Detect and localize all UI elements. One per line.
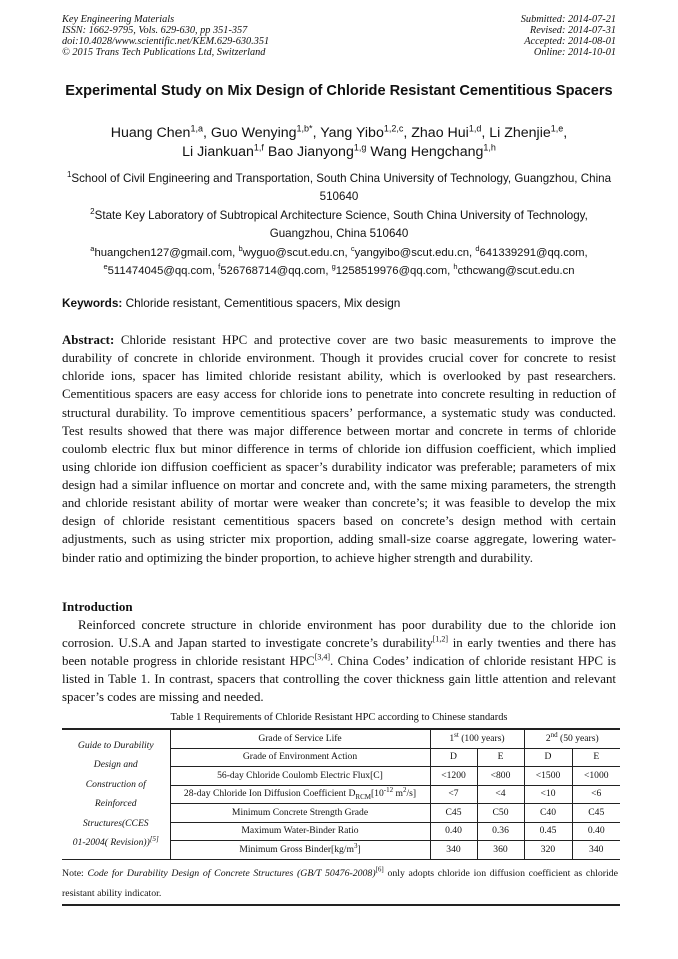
email-sup: d (475, 244, 480, 254)
label-part: /s] (406, 788, 417, 800)
author-sep: , (563, 125, 568, 141)
life-sup: st (454, 730, 459, 739)
env-label: Grade of Environment Action (170, 748, 430, 767)
affiliation-text: State Key Laboratory of Subtropical Architecture Science, South China University of Technology, Guangzhou, China 510640 (94, 208, 588, 241)
affiliation-2 (62, 207, 616, 244)
paper-title: Experimental Study on Mix Design of Chloride Resistant Cementitious Spacers (65, 83, 613, 99)
journal-doi[interactable]: doi:10.4028/www.scientific.net/KEM.629-630.351 (62, 36, 270, 47)
label-sup: 3 (353, 841, 358, 850)
revised-date: Revised: 2014-07-31 (529, 25, 616, 36)
email-address[interactable]: 526768714@qq.com (220, 265, 326, 277)
label-part: m (393, 788, 403, 800)
guide-line: Reinforced (94, 798, 137, 810)
online-date: Online: 2014-10-01 (533, 47, 616, 58)
label-sup: -12 (383, 786, 394, 795)
introduction-paragraph (62, 616, 616, 706)
email-address[interactable]: cthcwang@scut.edu.cn (457, 265, 575, 277)
submitted-date: Submitted: 2014-07-21 (520, 14, 616, 25)
table-cell: 320 (524, 841, 572, 860)
citation-ref[interactable]: [1,2] (432, 634, 449, 644)
citation-ref[interactable]: [6] (375, 865, 384, 874)
author-sep: , (481, 125, 490, 141)
affiliation-1 (62, 170, 616, 207)
table-cell: C50 (477, 804, 524, 823)
accepted-date: Accepted: 2014-08-01 (524, 36, 616, 47)
table-bottom-rule (62, 904, 620, 906)
table-caption: Table 1 Requirements of Chloride Resistant HPC according to Chinese standards (170, 712, 508, 723)
email-address[interactable]: 641339291@qq.com (479, 247, 585, 259)
author-name: Bao Jianyong (267, 144, 354, 160)
author-sep: , (312, 125, 321, 141)
email-address[interactable]: yangyibo@scut.edu.cn (354, 247, 470, 259)
email-sup: h (453, 262, 458, 272)
guide-line: Design and (93, 759, 138, 771)
abstract-text: Chloride resistant HPC and protective cover are two basic measurements to improve the durability of concrete in chloride environment. Though it provides crucial cover for concrete to resist chloride ions, spacer has limited chloride resistant ability, which is overlooked by past researchers. Cementitious spacers are easy access for chloride ions to penetrate into concrete resulting in reduction of structural durability. To improve cementitious spacers’ performance, a systematic study was conducted. Test results showed that there was major difference between mortar and concrete in terms of chloride coulomb electric flux but minor difference in terms of chloride ion diffusion coefficient, which implied using chloride ion diffusion coefficient as spacer’s durability indicator was preferable; parameters of mix design had a similar influence on mortar and concrete and, with the same mixing parameters, the strength and chloride resistant ability of mortar were weaker than concrete’s; it was feasible to develop the mix design of chloride resistant cementitious spacers based on concrete’s design method with certain adjustments, such as using stricter mix proportion, adding small-size coarse aggregate, lowering water-binder ratio and optimizing the binder proportion, to achieve higher strength and durability. (62, 333, 616, 565)
table-row (62, 729, 620, 748)
citation-ref[interactable]: [5] (149, 835, 159, 844)
affiliation-sup: 2 (90, 206, 95, 216)
email-list (62, 244, 616, 280)
author-sup: 1,g (353, 142, 367, 153)
affiliation-sup: 1 (66, 170, 72, 180)
author-sup: 1,f (253, 142, 264, 153)
table-cell: <4 (477, 785, 524, 804)
guide-line: 01-2004( Revision)) (72, 837, 150, 849)
email-sep: , (447, 265, 454, 277)
table-cell: E (477, 748, 524, 767)
row-label: Minimum Concrete Strength Grade (170, 804, 430, 823)
citation-ref[interactable]: [3,4] (314, 652, 331, 662)
author-name: Li Zhenjie (489, 125, 551, 141)
email-address[interactable]: 511474045@qq.com (107, 265, 212, 277)
journal-copyright: © 2015 Trans Tech Publications Ltd, Switzerland (62, 47, 266, 58)
label-part: 28-day Chloride Ion Diffusion Coefficient D (183, 788, 356, 800)
table-cell: E (572, 748, 620, 767)
table-cell: 340 (572, 841, 620, 860)
guide-line: Guide to Durability (77, 739, 154, 751)
author-sup: 1,b* (296, 123, 313, 134)
author-name: Zhao Hui (411, 125, 469, 141)
label-sub: RCM (355, 793, 371, 802)
journal-header (62, 14, 269, 58)
email-sep: , (325, 265, 332, 277)
table-cell: <7 (430, 785, 477, 804)
author-sup: 1,h (483, 142, 496, 153)
author-list (62, 124, 616, 162)
row-label (170, 785, 430, 804)
table-cell: 0.36 (477, 822, 524, 841)
affiliations (62, 170, 616, 244)
author-sep: , (202, 125, 211, 141)
table-cell: D (430, 748, 477, 767)
service-life-1 (430, 729, 524, 748)
intro-text: . China Codes’ indication of chloride resistant HPC is listed in Table 1. In contrast, spacers that controlling the cover thickness gain little attention and relevant spacer’s codes are missing and needed. (62, 654, 616, 705)
email-sep: , (584, 247, 588, 259)
row-label: Maximum Water-Binder Ratio (170, 822, 430, 841)
table-cell: 0.40 (572, 822, 620, 841)
keywords-label: Keywords: (62, 296, 123, 310)
email-sep: , (344, 247, 351, 259)
table-cell: C45 (430, 804, 477, 823)
author-name: Guo Wenying (210, 125, 297, 141)
email-sup: f (218, 262, 221, 272)
email-sep: , (211, 265, 219, 277)
requirements-table (62, 728, 620, 860)
email-sup: e (103, 262, 108, 272)
author-sup: 1,a (190, 123, 203, 134)
life-sup: nd (550, 730, 558, 739)
abstract (62, 331, 616, 567)
intro-text: Reinforced concrete structure in chloride environment has poor durability due to the chloride ion corrosion. U.S.A and Japan started to investigate concrete’s durability (62, 618, 616, 651)
table-cell: 340 (430, 841, 477, 860)
author-sup: 1,e (550, 123, 564, 134)
table-cell: 0.45 (524, 822, 572, 841)
table-cell: <1200 (430, 767, 477, 786)
journal-issn: ISSN: 1662-9795, Vols. 629-630, pp 351-357 (62, 25, 248, 36)
guide-line: Construction of (85, 778, 146, 790)
service-life-label: Grade of Service Life (170, 729, 430, 748)
note-code-title: Code for Durability Design of Concrete Structures (GB/T 50476-2008) (87, 868, 376, 879)
journal-name: Key Engineering Materials (62, 14, 175, 25)
table-cell: <1500 (524, 767, 572, 786)
email-sep: , (232, 247, 239, 259)
table-cell: 0.40 (430, 822, 477, 841)
abstract-label: Abstract: (62, 333, 115, 347)
email-sup: g (331, 262, 336, 272)
guide-cell (62, 729, 170, 859)
service-life-2 (524, 729, 620, 748)
author-sup: 1,d (468, 123, 482, 134)
author-sup: 1,2,c (383, 123, 404, 134)
author-name: Yang Yibo (320, 125, 384, 141)
table-cell: C40 (524, 804, 572, 823)
author-sep: , (403, 125, 412, 141)
email-sep: , (469, 247, 476, 259)
table-note (62, 864, 618, 904)
row-label (170, 841, 430, 860)
email-address[interactable]: 1258519976@qq.com (335, 265, 448, 277)
life-num: 1 (449, 732, 455, 744)
table-cell: 360 (477, 841, 524, 860)
keywords-text: Chloride resistant, Cementitious spacers, Mix design (125, 296, 401, 310)
email-address[interactable]: wyguo@scut.edu.cn (242, 247, 345, 259)
note-text: only adopts chloride ion diffusion coefficient as chloride resistant ability indicator. (62, 868, 618, 899)
email-sup: b (238, 244, 243, 254)
table-cell: <10 (524, 785, 572, 804)
author-name: Wang Hengchang (370, 144, 484, 160)
email-address[interactable]: huangchen127@gmail.com (94, 247, 233, 259)
guide-line: Structures(CCES (82, 817, 149, 829)
label-part: [10 (370, 788, 384, 800)
life-num: 2 (545, 732, 551, 744)
life-text: (100 years) (458, 732, 505, 744)
label-sup: 2 (403, 786, 407, 795)
label-part: ] (357, 843, 361, 855)
table-cell: <800 (477, 767, 524, 786)
email-sup: a (90, 244, 95, 254)
dates-header (521, 14, 616, 58)
keywords (62, 294, 616, 312)
table-cell: C45 (572, 804, 620, 823)
table-cell: <1000 (572, 767, 620, 786)
email-sup: c (350, 244, 355, 254)
author-name: Li Jiankuan (182, 144, 254, 160)
life-text: (50 years) (557, 732, 599, 744)
row-label: 56-day Chloride Coulomb Electric Flux[C] (170, 767, 430, 786)
introduction-heading: Introduction (62, 599, 133, 614)
intro-text: in early twenties and there has been notable progress in chloride resistant HPC (62, 636, 616, 669)
affiliation-text: School of Civil Engineering and Transportation, South China University of Technology, Guangzhou, China 510640 (71, 172, 612, 204)
note-label: Note: (62, 868, 88, 879)
table-cell: <6 (572, 785, 620, 804)
author-name: Huang Chen (110, 125, 191, 141)
label-part: Minimum Gross Binder[kg/m (239, 843, 354, 855)
table-cell: D (524, 748, 572, 767)
